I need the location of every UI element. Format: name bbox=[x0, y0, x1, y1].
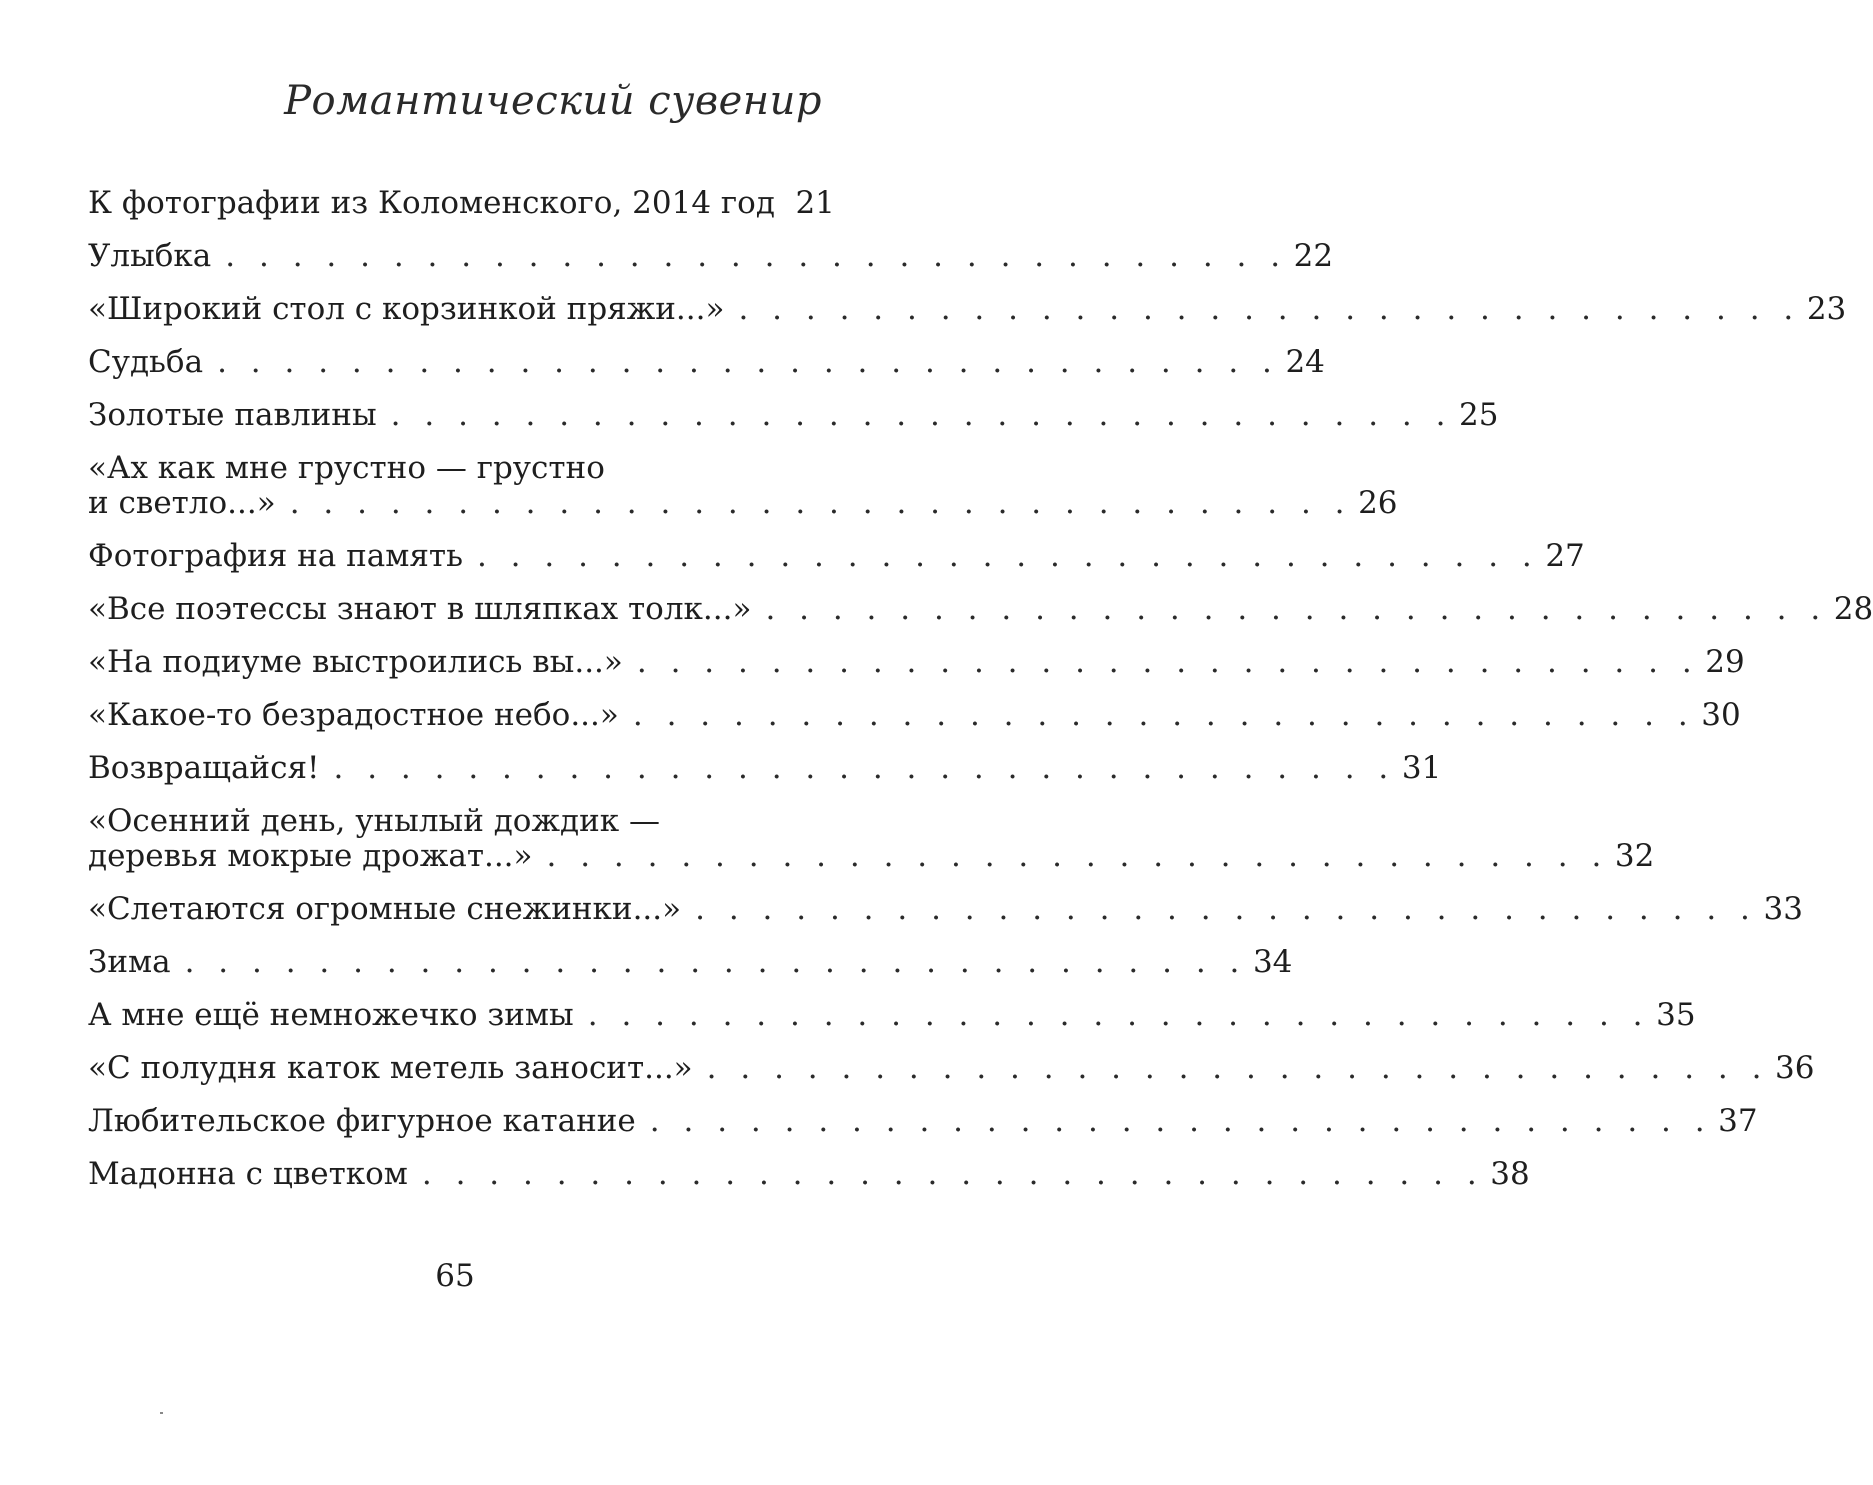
toc-entry-title: Мадонна с цветком bbox=[88, 1156, 408, 1192]
running-header: Романтический сувенир bbox=[284, 78, 822, 124]
table-of-contents bbox=[88, 185, 1873, 1210]
toc-entry-page: 27 bbox=[1545, 538, 1585, 574]
toc-entry-title: «На подиуме выстроились вы...» bbox=[88, 644, 623, 680]
toc-entry[interactable] bbox=[88, 591, 1873, 627]
toc-entry[interactable] bbox=[88, 644, 1745, 680]
toc-entry-page: 38 bbox=[1490, 1156, 1530, 1192]
dot-leader: . . . . . . . . . . . . . . . . . . . . . . . . . . . . . . . . bbox=[765, 591, 1828, 627]
page-number: 65 bbox=[435, 1258, 475, 1294]
toc-entry[interactable] bbox=[88, 397, 1499, 433]
toc-entry[interactable] bbox=[88, 1103, 1758, 1139]
toc-entry-page: 36 bbox=[1775, 1050, 1815, 1086]
toc-entry-page: 25 bbox=[1459, 397, 1499, 433]
toc-entry-title: Зима bbox=[88, 944, 171, 980]
toc-entry[interactable] bbox=[88, 538, 1585, 574]
toc-entry-page: 35 bbox=[1656, 997, 1696, 1033]
toc-entry[interactable] bbox=[88, 997, 1696, 1033]
toc-entry[interactable] bbox=[88, 291, 1847, 327]
dot-leader: . . . . . . . . . . . . . . . . . . . . . . . . . . . . . . . . bbox=[706, 1050, 1769, 1086]
dot-leader: . . . . . . . . . . . . . . . . . . . . . . . . . . . . . . . . bbox=[546, 838, 1609, 874]
dot-leader: . . . . . . . . . . . . . . . . . . . . . . . . . . . . . . . . bbox=[738, 291, 1801, 327]
toc-entry-title: Судьба bbox=[88, 344, 204, 380]
dot-leader: . . . . . . . . . . . . . . . . . . . . . . . . . . . . . . . . bbox=[476, 538, 1539, 574]
toc-entry-page: 32 bbox=[1614, 838, 1655, 874]
toc-entry-page: 28 bbox=[1833, 591, 1873, 627]
dot-leader: . . . . . . . . . . . . . . . . . . . . . . . . . . . . . . . . bbox=[184, 944, 1247, 980]
toc-entry-page: 21 bbox=[795, 185, 835, 221]
toc-entry[interactable] bbox=[88, 803, 1655, 874]
toc-entry[interactable] bbox=[88, 1156, 1530, 1192]
toc-entry-title: «Какое-то безрадостное небо...» bbox=[88, 697, 619, 733]
toc-entry-page: 37 bbox=[1718, 1103, 1758, 1139]
toc-entry-title: Фотография на память bbox=[88, 538, 463, 574]
dot-leader: . . . . . . . . . . . . . . . . . . . . . . . . . . . . . . . . bbox=[636, 644, 1699, 680]
dot-leader: . . . . . . . . . . . . . . . . . . . . . . . . . . . . . . . . bbox=[390, 397, 1453, 433]
toc-entry-title-line1: «Ах как мне грустно — грустно bbox=[88, 450, 605, 486]
toc-entry-page: 31 bbox=[1401, 750, 1442, 786]
toc-entry[interactable] bbox=[88, 185, 835, 221]
dot-leader: . . . . . . . . . . . . . . . . . . . . . . . . . . . . . . . . bbox=[649, 1103, 1712, 1139]
dot-leader: . . . . . . . . . . . . . . . . . . . . . . . . . . . . . . . . bbox=[333, 750, 1396, 786]
toc-entry-title: «Слетаются огромные снежинки...» bbox=[88, 891, 682, 927]
dot-leader: . . . . . . . . . . . . . . . . . . . . . . . . . . . . . . . . bbox=[421, 1156, 1484, 1192]
dot-leader: . . . . . . . . . . . . . . . . . . . . . . . . . . . . . . . . bbox=[632, 697, 1695, 733]
toc-entry[interactable] bbox=[88, 891, 1803, 927]
toc-entry[interactable] bbox=[88, 1050, 1815, 1086]
print-speck bbox=[160, 1412, 163, 1414]
toc-entry-page: 26 bbox=[1358, 485, 1398, 521]
toc-entry[interactable] bbox=[88, 697, 1741, 733]
toc-entry-page: 34 bbox=[1252, 944, 1293, 980]
dot-leader: . . . . . . . . . . . . . . . . . . . . . . . . . . . . . . . . bbox=[695, 891, 1757, 927]
toc-entry-title: Золотые павлины bbox=[88, 397, 377, 433]
toc-entry[interactable] bbox=[88, 750, 1442, 786]
toc-entry[interactable] bbox=[88, 238, 1334, 274]
toc-entry-page: 23 bbox=[1806, 291, 1847, 327]
toc-entry-page: 29 bbox=[1705, 644, 1745, 680]
toc-entry-page: 24 bbox=[1285, 344, 1325, 380]
toc-entry-title-line1: «Осенний день, унылый дождик — bbox=[88, 803, 660, 839]
toc-entry-page: 30 bbox=[1701, 697, 1741, 733]
toc-entry-title: деревья мокрые дрожат...» bbox=[88, 838, 533, 874]
dot-leader: . . . . . . . . . . . . . . . . . . . . . . . . . . . . . . . . bbox=[587, 997, 1650, 1033]
toc-entry-title: К фотографии из Коломенского, 2014 год bbox=[88, 185, 775, 221]
toc-entry-title: и светло...» bbox=[88, 485, 276, 521]
toc-entry[interactable] bbox=[88, 450, 1398, 521]
toc-entry-title: «Все поэтессы знают в шляпках толк...» bbox=[88, 591, 752, 627]
dot-leader: . . . . . . . . . . . . . . . . . . . . . . . . . . . . . . . . bbox=[225, 238, 1288, 274]
toc-entry-page: 22 bbox=[1293, 238, 1334, 274]
toc-entry[interactable] bbox=[88, 944, 1293, 980]
toc-entry-title: Возвращайся! bbox=[88, 750, 320, 786]
toc-entry-title: Улыбка bbox=[88, 238, 212, 274]
toc-entry[interactable] bbox=[88, 344, 1325, 380]
toc-entry-title: «Широкий стол с корзинкой пряжи...» bbox=[88, 291, 725, 327]
toc-entry-page: 33 bbox=[1763, 891, 1803, 927]
dot-leader: . . . . . . . . . . . . . . . . . . . . . . . . . . . . . . . . bbox=[217, 344, 1279, 380]
toc-entry-title: А мне ещё немножечко зимы bbox=[88, 997, 574, 1033]
toc-entry-title: Любительское фигурное катание bbox=[88, 1103, 636, 1139]
dot-leader: . . . . . . . . . . . . . . . . . . . . . . . . . . . . . . . . bbox=[289, 485, 1352, 521]
toc-entry-title: «С полудня каток метель заносит...» bbox=[88, 1050, 693, 1086]
